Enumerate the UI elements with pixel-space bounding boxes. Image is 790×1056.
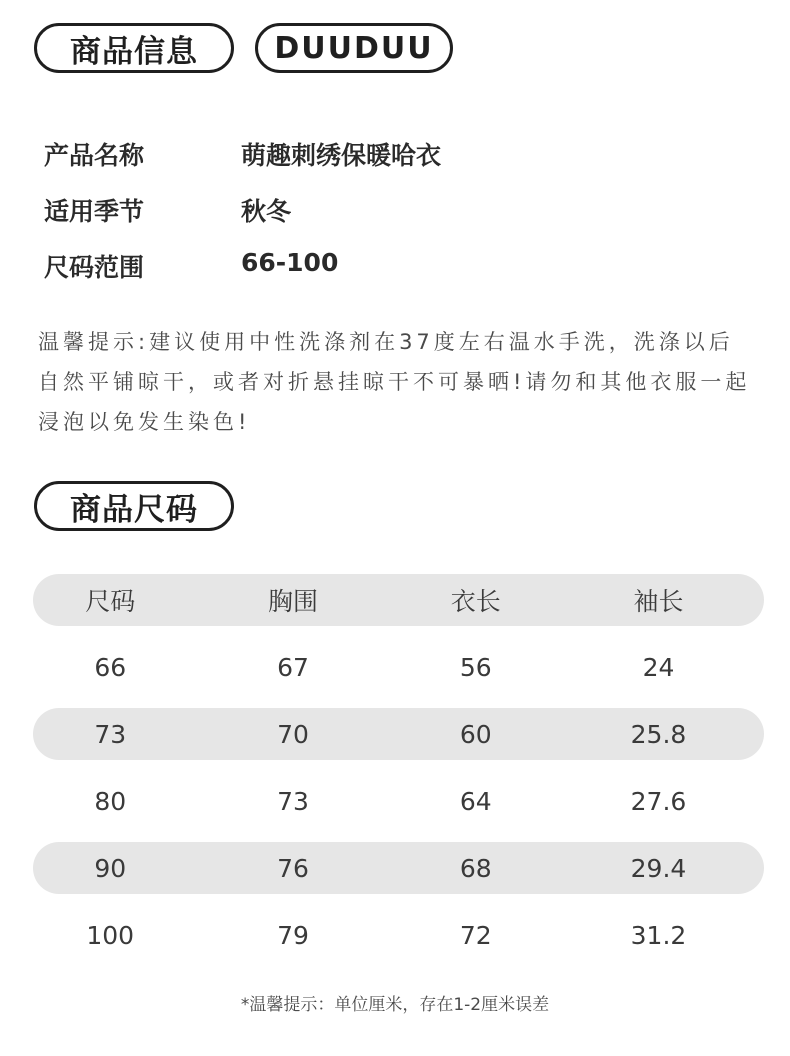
cell-chest: 79 xyxy=(277,920,309,950)
cell-sleeve: 25.8 xyxy=(630,719,687,749)
column-header-length: 衣长 xyxy=(450,587,501,616)
size-table xyxy=(33,574,764,976)
info-value: 66-100 xyxy=(241,248,339,277)
cell-length: 64 xyxy=(459,786,492,816)
info-label: 尺码范围 xyxy=(44,253,145,282)
size-footnote: *温馨提示：单位厘米，存在1-2厘米误差 xyxy=(240,995,550,1015)
brand-logo-text: DUUDUU xyxy=(274,30,434,66)
size-table-header xyxy=(33,574,764,626)
table-row xyxy=(33,842,764,894)
cell-size: 73 xyxy=(94,719,127,749)
cell-length: 72 xyxy=(459,920,492,950)
size-section-title xyxy=(34,481,234,531)
product-info-title xyxy=(34,23,234,73)
cell-chest: 67 xyxy=(277,652,309,682)
cell-sleeve: 24 xyxy=(642,652,675,682)
cell-chest: 76 xyxy=(277,853,309,883)
brand-logo-badge xyxy=(255,23,453,73)
size-section-title-text: 商品尺码 xyxy=(70,491,198,528)
cell-size: 80 xyxy=(94,786,127,816)
cell-size: 90 xyxy=(94,853,127,883)
table-row xyxy=(33,708,764,760)
cell-sleeve: 29.4 xyxy=(630,853,687,883)
product-info-title-text: 商品信息 xyxy=(70,33,198,70)
cell-sleeve: 27.6 xyxy=(630,786,687,816)
table-row xyxy=(33,775,764,827)
cell-sleeve: 31.2 xyxy=(630,920,687,950)
info-label: 适用季节 xyxy=(44,197,145,226)
cell-size: 100 xyxy=(86,920,135,950)
info-label: 产品名称 xyxy=(44,141,145,170)
info-value: 秋冬 xyxy=(241,197,292,226)
column-header-size: 尺码 xyxy=(85,587,136,616)
cell-size: 66 xyxy=(94,652,127,682)
column-header-chest: 胸围 xyxy=(267,587,318,616)
cell-length: 68 xyxy=(459,853,492,883)
table-row xyxy=(33,909,764,961)
table-row xyxy=(33,641,764,693)
column-header-sleeve: 袖长 xyxy=(633,587,684,616)
care-tips-paragraph: 温馨提示:建议使用中性洗涤剂在37度左右温水手洗，洗涤以后自然平铺晾干，或者对折悬挂晾干不可暴晒!请勿和其他衣服一起浸泡以免发生染色! xyxy=(38,330,751,434)
cell-chest: 73 xyxy=(277,786,309,816)
cell-length: 60 xyxy=(459,719,492,749)
info-value: 萌趣刺绣保暖哈衣 xyxy=(241,141,442,170)
cell-chest: 70 xyxy=(277,719,309,749)
cell-length: 56 xyxy=(459,652,492,682)
